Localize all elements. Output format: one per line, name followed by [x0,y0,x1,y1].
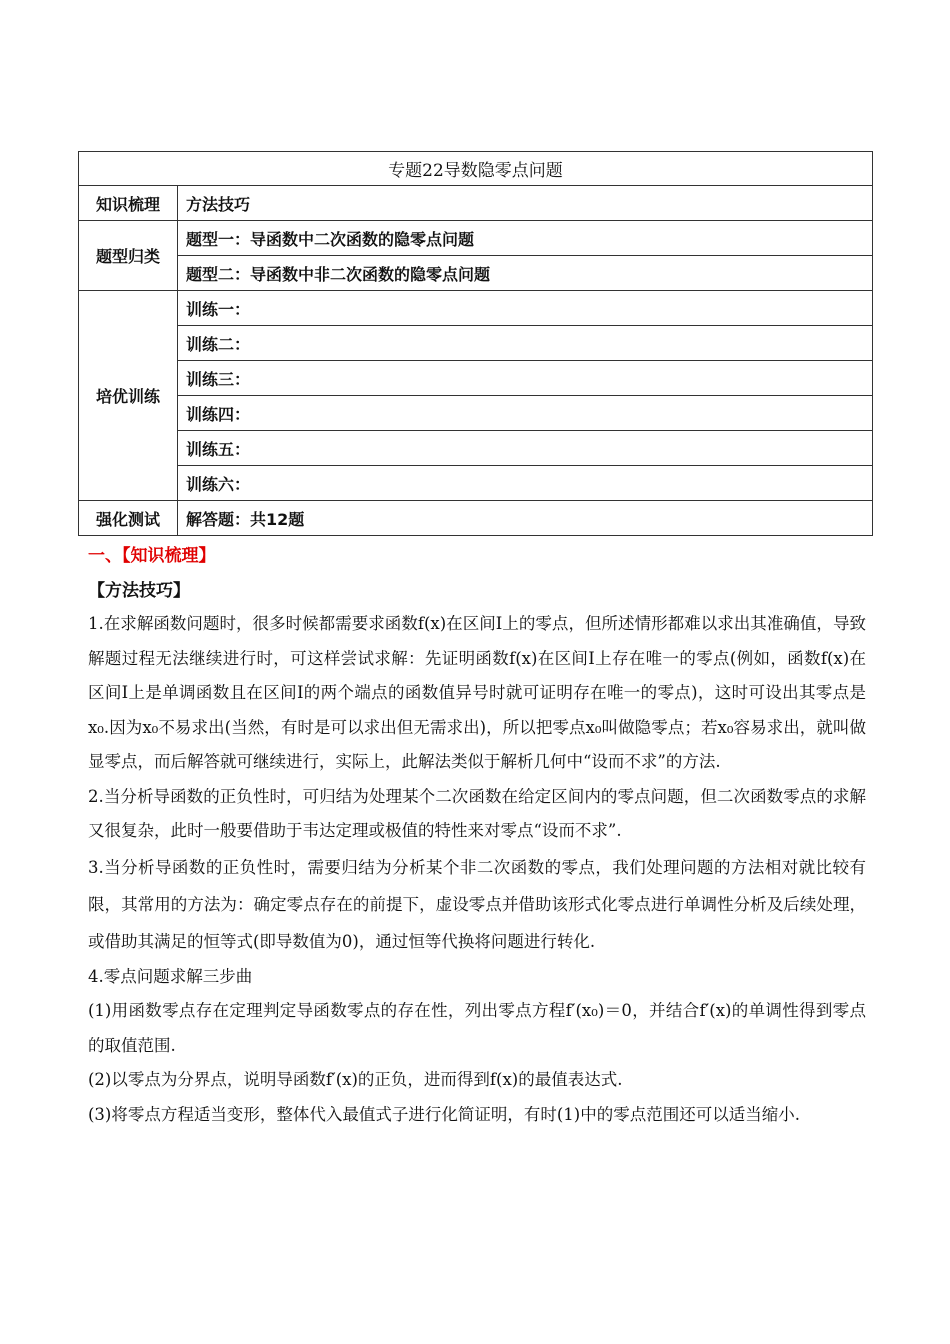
item-training-1: 训练一： [178,291,873,326]
table-row [79,326,873,361]
paragraph-4: 4.零点问题求解三步曲 [88,966,253,986]
subsection-heading: 【方法技巧】 [88,581,190,601]
table-row [79,466,873,501]
table-row [79,361,873,396]
method-text [88,607,866,1132]
item-training-5: 训练五： [178,431,873,466]
table-row [79,431,873,466]
table-row [79,501,873,536]
paragraph-6: (2)以零点为分界点，说明导函数f′(x)的正负，进而得到f(x)的最值表达式. [88,1070,623,1089]
item-training-6: 训练六： [178,466,873,501]
table-row [79,396,873,431]
table-row [79,221,873,256]
item-type-1: 题型一：导函数中二次函数的隐零点问题 [178,221,873,256]
category-types: 题型归类 [79,221,178,291]
table-title-row [79,152,873,186]
item-test: 解答题：共12题 [178,501,873,536]
paragraph-3: 3.当分析导函数的正负性时，需要归结为分析某个非二次函数的零点，我们处理问题的方法相对就比较有限，其常用的方法为：确定零点存在的前提下，虚设零点并借助该形式化零点进行单调性分析及后续处理，或借助其满足的恒等式(即导数值为0)，通过恒等代换将问题进行转化. [88,857,866,951]
item-training-4: 训练四： [178,396,873,431]
item-training-3: 训练三： [178,361,873,396]
paragraph-2: 2.当分析导函数的正负性时，可归结为处理某个二次函数在给定区间内的零点问题，但二次函数零点的求解又很复杂，此时一般要借助于韦达定理或极值的特性来对零点“设而不求”. [88,786,866,840]
item-training-2: 训练二： [178,326,873,361]
category-test: 强化测试 [79,501,178,536]
table-row [79,186,873,221]
contents-table [78,151,873,536]
category-training: 培优训练 [79,291,178,501]
item-methods: 方法技巧 [178,186,873,221]
table-title: 专题22导数隐零点问题 [79,152,873,186]
section-heading: 一、【知识梳理】 [88,546,216,566]
table-row [79,291,873,326]
category-knowledge: 知识梳理 [79,186,178,221]
item-type-2: 题型二：导函数中非二次函数的隐零点问题 [178,256,873,291]
paragraph-1: 1.在求解函数问题时，很多时候都需要求函数f(x)在区间I上的零点，但所述情形都难以求出其准确值，导致解题过程无法继续进行时，可这样尝试求解：先证明函数f(x)在区间I上存在唯一的零点(例如，函数f(x)在区间I上是单调函数且在区间I的两个端点的函数值异号时就可证明存在唯一的零点)，这时可设出其零点是x₀.因为x₀不易求出(当然，有时是可以求出但无需求出)，所以把零点x₀叫做隐零点；若x₀容易求出，就叫做显零点，而后解答就可继续进行，实际上，此解法类似于解析几何中“设而不求”的方法. [88,614,866,771]
paragraph-5: (1)用函数零点存在定理判定导函数零点的存在性，列出零点方程f′(x₀)＝0，并结合f′(x)的单调性得到零点的取值范围. [88,1001,866,1055]
table-row [79,256,873,291]
paragraph-7: (3)将零点方程适当变形，整体代入最值式子进行化简证明，有时(1)中的零点范围还可以适当缩小. [88,1104,800,1124]
